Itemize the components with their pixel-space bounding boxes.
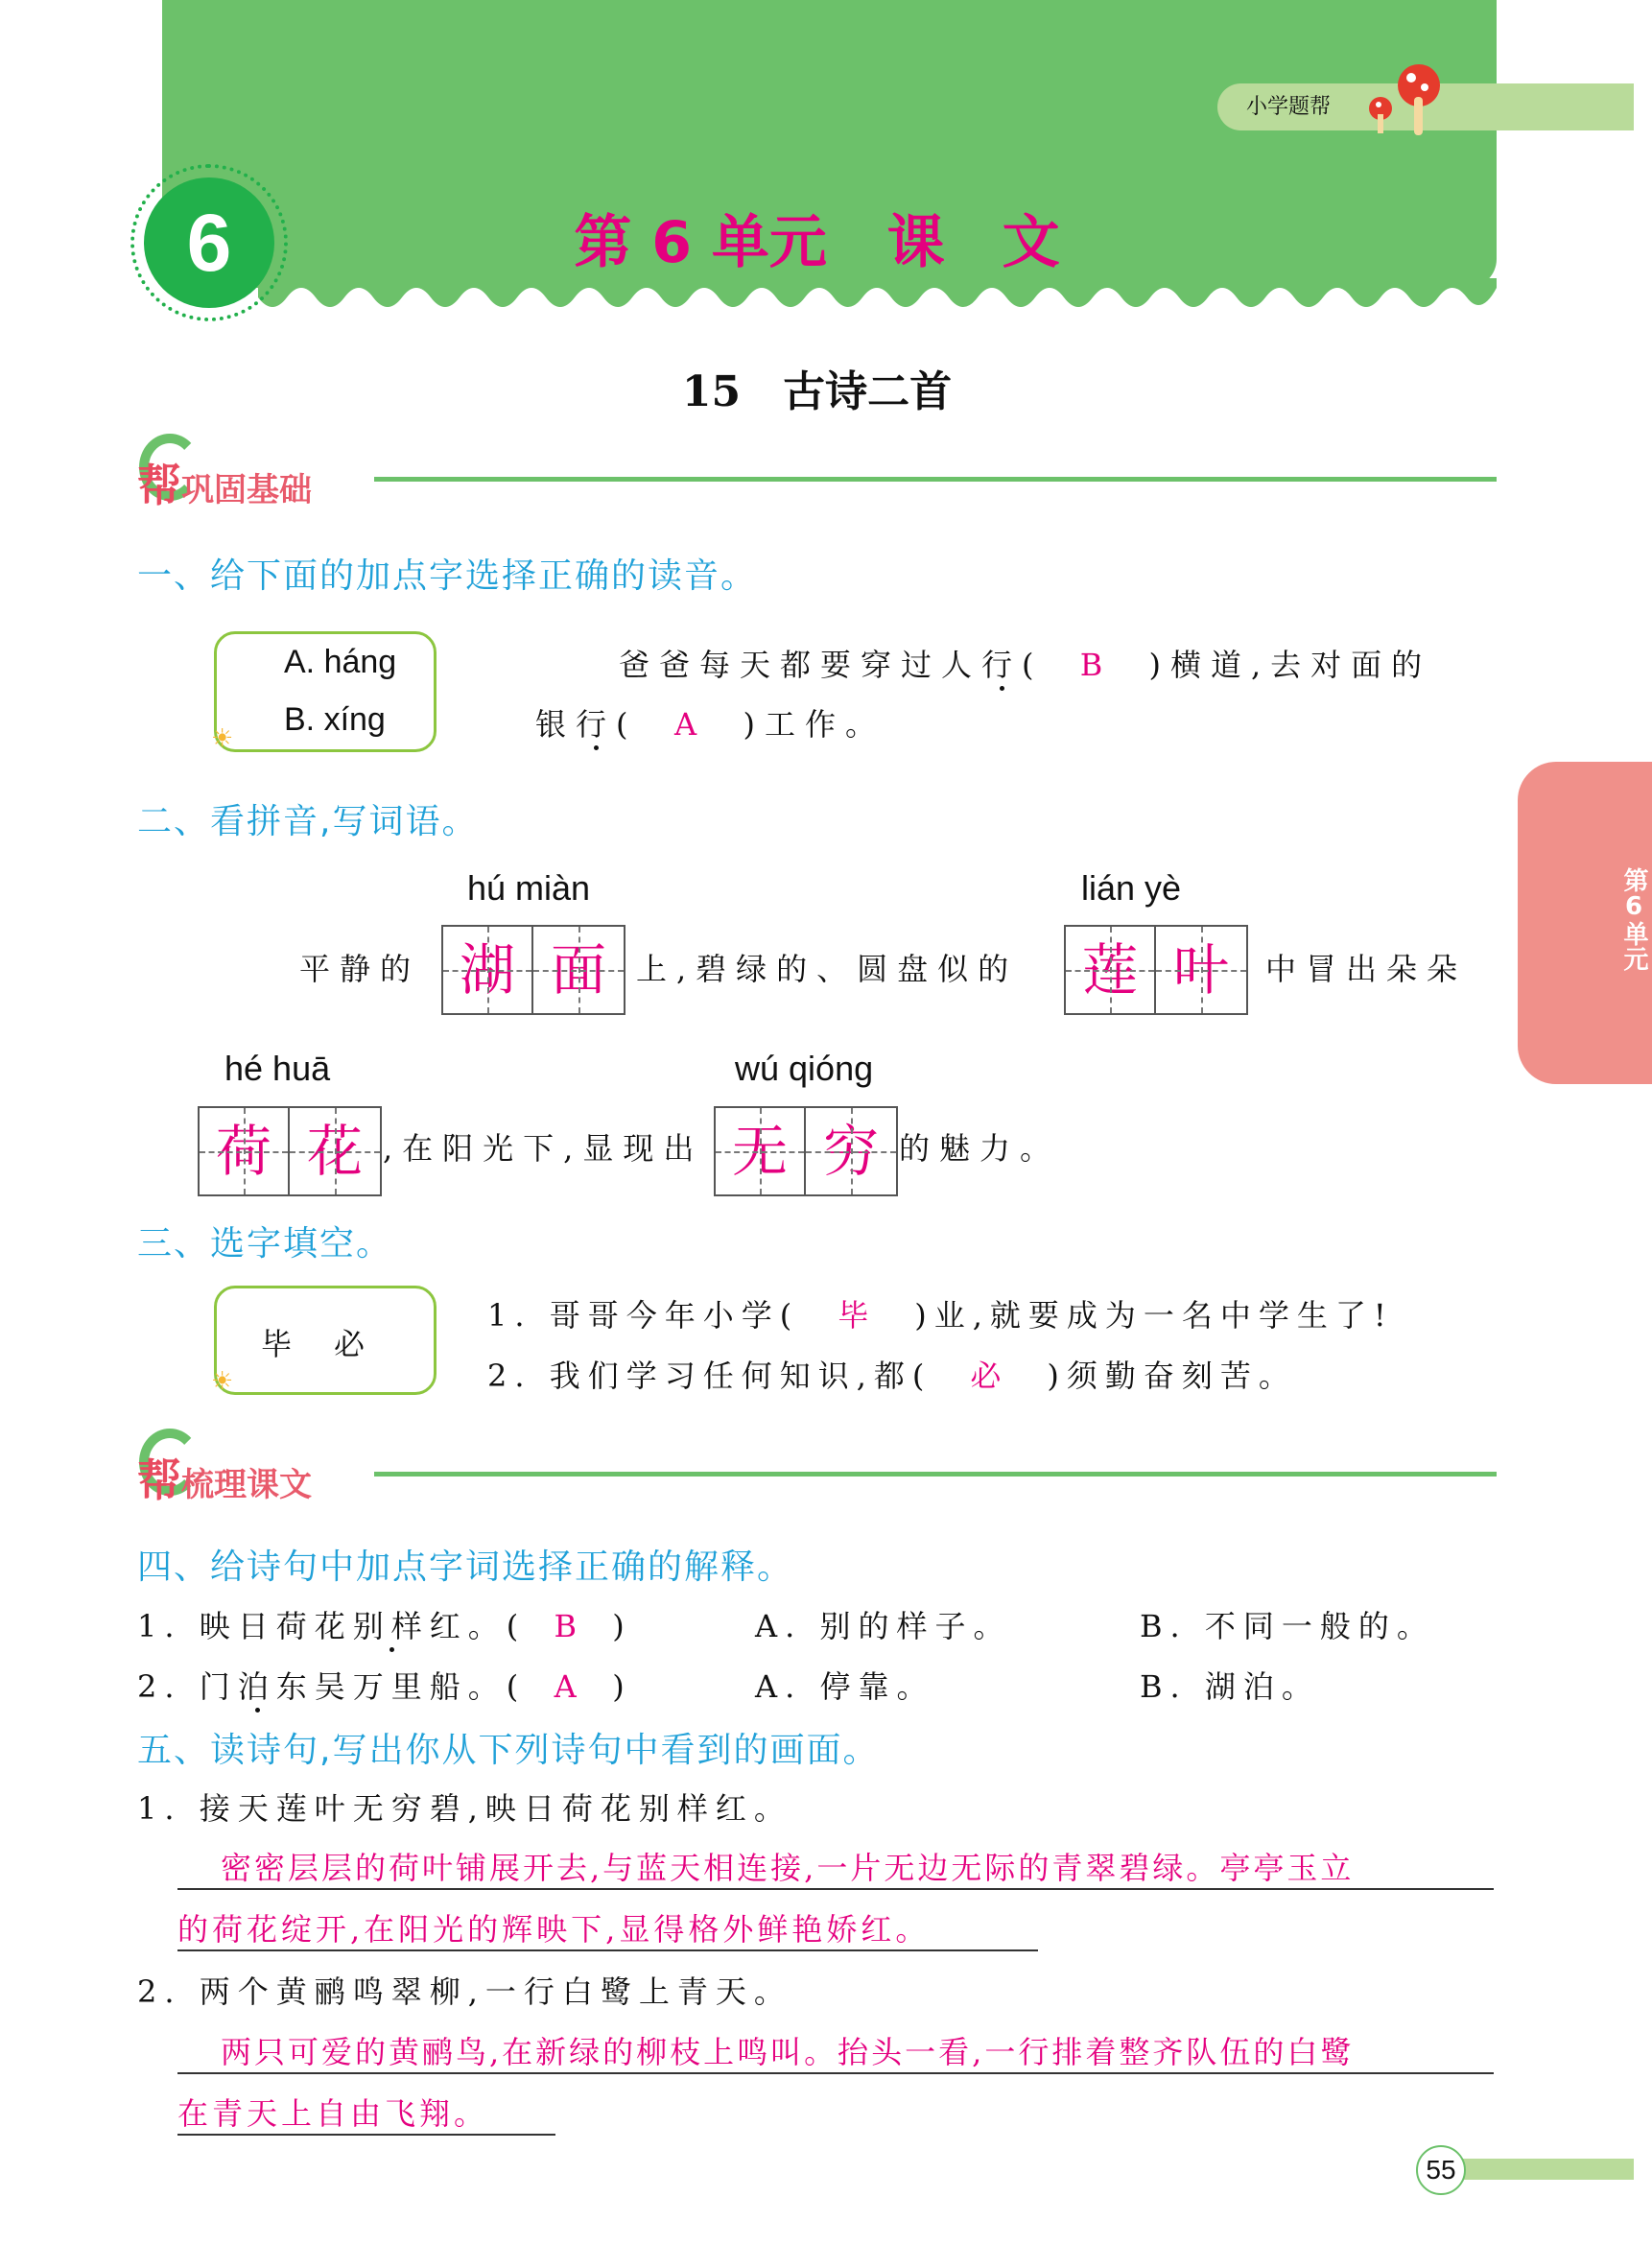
q5-answer-2-line2: 在青天上自由飞翔。 xyxy=(177,2090,555,2136)
section-bang: 帮 xyxy=(137,1454,181,1506)
option-a: A. háng xyxy=(284,644,397,680)
option-b: B. xíng xyxy=(284,701,386,738)
answer-2: A xyxy=(673,706,707,743)
q4-item-2-option-b: B. 湖泊。 xyxy=(1140,1668,1320,1705)
q3-sentence-1: 1. 哥哥今年小学( 毕 )业,就要成为一名中学生了! xyxy=(487,1297,1394,1334)
question-5-title: 五、读诗句,写出你从下列诗句中看到的画面。 xyxy=(137,1731,880,1770)
writing-grid-wu-qiong: 无 穷 xyxy=(714,1106,898,1196)
writing-grid-he-hua: 荷 花 xyxy=(198,1106,382,1196)
q5-answer-1-line1: 密密层层的荷叶铺展开去,与蓝天相连接,一片无边无际的青翠碧绿。亭亭玉立 xyxy=(177,1844,1494,1890)
mushroom-icon xyxy=(1361,59,1448,135)
section-bang: 帮 xyxy=(137,460,181,511)
wavy-border xyxy=(162,278,1497,317)
q4-item-1-option-b: B. 不同一般的。 xyxy=(1140,1608,1435,1644)
q5-poem-1: 1. 接天莲叶无穷碧,映日荷花别样红。 xyxy=(137,1790,792,1827)
pronunciation-options-box xyxy=(211,631,437,753)
q1-sentence-line2: 银行( A )工作。 xyxy=(535,706,886,743)
brand-tag xyxy=(1217,83,1634,130)
divider xyxy=(374,1472,1497,1477)
writing-grid-lian-ye: 莲 叶 xyxy=(1064,925,1248,1015)
unit-title-number: 第 6 单元 xyxy=(574,209,827,276)
q2-text: 平静的 xyxy=(299,951,421,987)
pinyin-wu-qiong: wú qióng xyxy=(735,1049,874,1088)
q2-text: 中冒出朵朵 xyxy=(1265,951,1468,987)
q4-item-2-option-a: A. 停靠。 xyxy=(755,1668,935,1705)
brand-label: 小学题帮 xyxy=(1246,95,1332,119)
q2-text: 上,碧绿的、圆盘似的 xyxy=(636,951,1019,987)
q5-answer-2-line1: 两只可爱的黄鹂鸟,在新绿的柳枝上鸣叫。抬头一看,一行排着整齐队伍的白鹭 xyxy=(177,2028,1494,2074)
section-label: 梳理课文 xyxy=(181,1466,312,1504)
question-4-title: 四、给诗句中加点字词选择正确的解释。 xyxy=(137,1547,794,1587)
character-options-box xyxy=(211,1286,437,1396)
pinyin-hu-mian: hú miàn xyxy=(467,868,591,908)
question-3-title: 三、选字填空。 xyxy=(137,1224,393,1264)
answer-1: B xyxy=(1079,647,1113,683)
q4-item-1-option-a: A. 别的样子。 xyxy=(755,1608,1012,1644)
q4-item-2: 2. 门泊东吴万里船。( A ) xyxy=(137,1668,632,1705)
lesson-title: 15 古诗二首 xyxy=(681,367,953,416)
section-header-consolidate xyxy=(137,451,312,514)
pinyin-he-hua: hé huā xyxy=(224,1049,331,1088)
options-text: 毕 必 xyxy=(261,1326,371,1362)
page-number-bar xyxy=(1441,2159,1634,2180)
cloud-sun-icon: ☀ xyxy=(211,1367,234,1396)
question-2-title: 二、看拼音,写词语。 xyxy=(137,802,479,841)
unit-title-subject: 课 文 xyxy=(886,209,1060,276)
pinyin-lian-ye: lián yè xyxy=(1081,868,1182,908)
unit-side-tab[interactable]: 第6单元 xyxy=(1518,762,1652,1084)
q4-item-1: 1. 映日荷花别样红。( B ) xyxy=(137,1608,632,1644)
divider xyxy=(374,477,1497,482)
unit-number-badge: 6 xyxy=(144,177,274,308)
unit-title xyxy=(0,197,1634,279)
section-header-review-text xyxy=(137,1446,312,1509)
section-label: 巩固基础 xyxy=(181,471,312,509)
q1-sentence-line1: 爸爸每天都要穿过人行( B )横道,去对面的 xyxy=(619,647,1432,683)
q2-text: 的魅力。 xyxy=(899,1130,1061,1167)
q2-text: ,在阳光下,显现出 xyxy=(383,1130,704,1167)
q3-sentence-2: 2. 我们学习任何知识,都( 必 )须勤奋刻苦。 xyxy=(487,1358,1297,1394)
question-1-title: 一、给下面的加点字选择正确的读音。 xyxy=(137,556,758,596)
cloud-sun-icon: ☀ xyxy=(211,724,234,753)
writing-grid-hu-mian: 湖 面 xyxy=(441,925,625,1015)
q5-poem-2: 2. 两个黄鹂鸣翠柳,一行白鹭上青天。 xyxy=(137,1973,792,2010)
page-number: 55 xyxy=(1416,2145,1466,2195)
q5-answer-1-line2: 的荷花绽开,在阳光的辉映下,显得格外鲜艳娇红。 xyxy=(177,1905,1038,1951)
